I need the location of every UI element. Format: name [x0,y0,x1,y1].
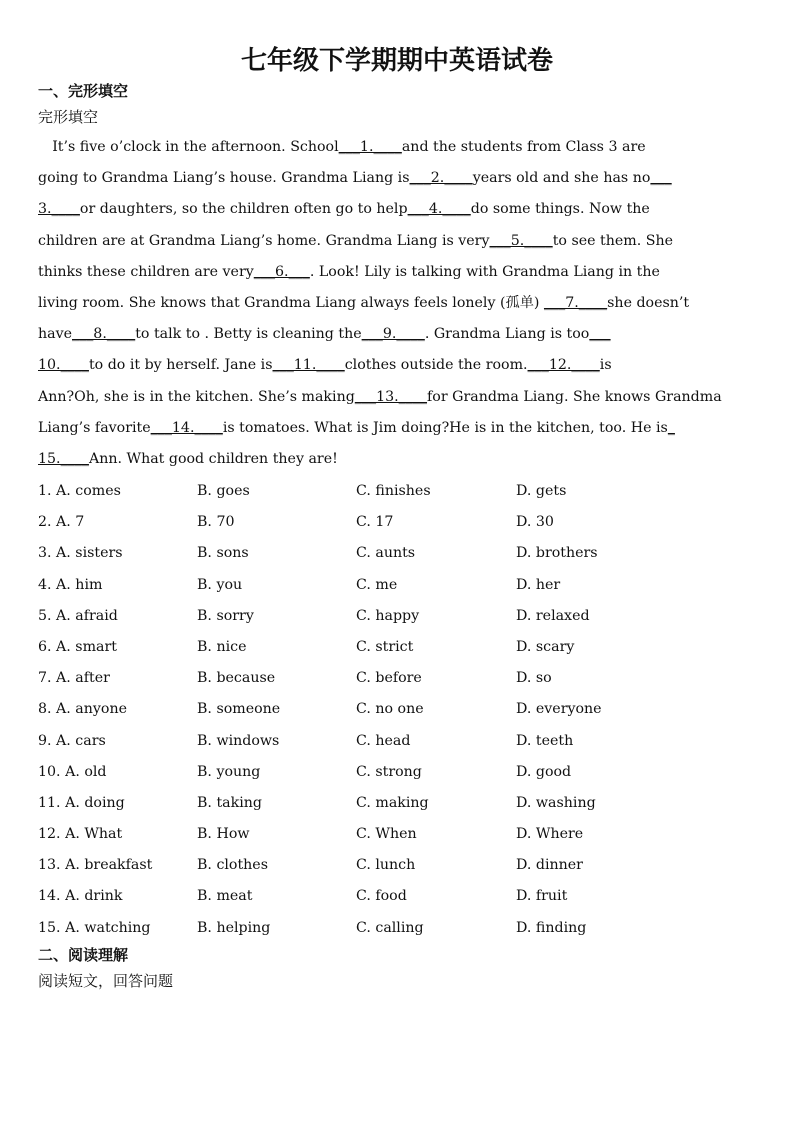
option-d: D. good [516,763,572,780]
question-row [38,881,758,912]
answer-blank: ___7.____ [543,294,608,311]
option-a: 1. A. comes [38,483,121,499]
passage-text: Liang’s favorite [38,419,151,436]
answer-blank: 3.____ [38,201,80,218]
option-d: D. 30 [516,514,554,531]
passage-line [38,163,758,194]
option-a: 12. A. What [38,826,123,843]
option-d: D. her [516,576,561,593]
option-b: B. taking [197,794,262,811]
answer-blank: ___11.____ [272,357,345,374]
option-a: 14. A. drink [38,888,123,905]
option-b: B. 70 [197,514,235,531]
option-d: D. brothers [516,545,598,562]
answer-blank: ___12.____ [527,357,600,374]
passage-text: . Grandma Liang is too [424,326,590,343]
passage-text: . Look! Lily is talking with Grandma Liang in the [309,263,660,280]
option-d: D. Where [516,826,584,843]
option-b: B. because [197,670,276,687]
answer-blank: ___ [650,170,672,187]
passage-text: It’s five o’clock in the afternoon. School [38,139,339,155]
passage-text: do some things. Now the [470,201,650,218]
option-b: B. sorry [197,607,254,624]
option-a: 11. A. doing [38,794,125,811]
answer-blank: ___8.____ [72,326,136,343]
question-row [38,726,758,757]
option-a: 7. A. after [38,670,110,687]
passage-line [38,194,758,225]
option-a: 2. A. 7 [38,514,85,531]
option-a: 10. A. old [38,763,107,780]
passage-text: children are at Grandma Liang’s home. Grandma Liang is very [38,232,490,249]
passage-text: to talk to . Betty is cleaning the [135,326,362,343]
answer-blank: ___13.____ [354,388,428,405]
option-c: C. strong [356,763,422,780]
passage-line [38,257,758,288]
answer-blank: ___1.____ [338,139,402,155]
passage-text: or daughters, so the children often go to help [79,201,408,218]
option-c: C. strict [356,638,414,655]
option-d: D. finding [516,919,587,936]
option-a: 15. A. watching [38,919,151,936]
option-b: B. How [197,826,250,843]
option-b: B. young [197,763,261,780]
option-b: B. goes [197,483,250,499]
option-d: D. dinner [516,857,583,874]
passage-text: have [38,326,73,343]
answer-blank: _ [667,419,675,436]
answer-blank: ___2.____ [409,170,473,187]
passage-line [38,350,758,381]
option-b: B. windows [197,732,280,749]
passage-line [38,132,758,163]
answer-blank: 10.____ [38,357,89,374]
option-a: 4. A. him [38,576,103,593]
answer-blank: ___5.____ [489,232,553,249]
passage-text: and the students from Class 3 are [401,139,646,155]
passage-line [38,444,758,475]
option-b: B. you [197,576,243,593]
option-d: D. gets [516,483,567,499]
question-row [38,538,758,569]
option-c: C. no one [356,701,424,718]
option-d: D. everyone [516,701,602,718]
question-row [38,757,758,788]
section-2-heading: 二、阅读理解 [38,946,129,964]
passage-text: years old and she has no [472,170,651,187]
question-row [38,476,758,507]
option-c: C. food [356,888,407,905]
passage-text: clothes outside the room. [344,357,528,374]
option-c: C. head [356,732,411,749]
question-row [38,850,758,881]
answer-blank: ___14.____ [150,419,223,436]
option-a: 3. A. sisters [38,545,123,562]
option-c: C. making [356,794,429,811]
passage-text: she doesn’t [607,294,690,311]
option-d: D. so [516,670,552,687]
option-b: B. helping [197,919,271,936]
option-b: B. sons [197,545,249,562]
passage-text: is tomatoes. What is Jim doing?He is in the kitchen, too. He is [222,419,668,436]
answer-blank: ___6.___ [253,263,310,280]
page-title: 七年级下学期期中英语试卷 [240,46,553,76]
option-b: B. clothes [197,857,268,874]
option-b: B. someone [197,701,281,718]
option-c: C. me [356,576,398,593]
option-c: C. When [356,826,417,843]
option-a: 5. A. afraid [38,607,118,624]
passage-line [38,226,758,257]
option-d: D. relaxed [516,607,590,624]
passage-text: Ann. What good children they are! [88,450,338,467]
question-row [38,819,758,850]
option-a: 9. A. cars [38,732,106,749]
option-c: C. lunch [356,857,416,874]
option-d: D. scary [516,638,575,655]
option-c: C. aunts [356,545,416,562]
passage-text: thinks these children are very [38,263,254,280]
cloze-passage [38,132,758,475]
passage-text: to see them. She [552,232,673,249]
option-a: 8. A. anyone [38,701,127,718]
question-row [38,694,758,725]
answer-blank: ___4.____ [407,201,471,218]
section-2-subheading: 阅读短文，回答问题 [38,972,174,990]
question-row [38,570,758,601]
answer-blank: ___ [589,326,611,343]
passage-text: to do it by herself. Jane is [88,357,273,374]
answer-blank: ___9.____ [361,326,425,343]
option-d: D. fruit [516,888,568,905]
question-row [38,601,758,632]
question-row [38,788,758,819]
answer-options [38,476,758,944]
section-1-heading: 一、完形填空 [38,82,129,100]
question-row [38,663,758,694]
option-b: B. nice [197,638,247,655]
question-row [38,632,758,663]
passage-text: Ann?Oh, she is in the kitchen. She’s making [38,388,355,405]
passage-text: going to Grandma Liang’s house. Grandma Liang is [38,170,410,187]
passage-text: for Grandma Liang. She knows Grandma [427,388,722,405]
option-d: D. washing [516,794,596,811]
passage-line [38,288,758,319]
passage-text: is [599,357,612,374]
option-c: C. finishes [356,483,431,499]
passage-line [38,413,758,444]
option-c: C. 17 [356,514,394,531]
section-1-subheading: 完形填空 [38,108,99,126]
passage-text: living room. She knows that Grandma Liang always feels lonely (孤单) [38,294,544,311]
answer-blank: 15.____ [38,450,89,467]
option-a: 13. A. breakfast [38,857,153,874]
option-a: 6. A. smart [38,638,117,655]
passage-line [38,319,758,350]
passage-line [38,382,758,413]
question-row [38,507,758,538]
option-d: D. teeth [516,732,574,749]
option-c: C. calling [356,919,424,936]
option-b: B. meat [197,888,253,905]
option-c: C. happy [356,607,420,624]
question-row [38,913,758,944]
option-c: C. before [356,670,422,687]
